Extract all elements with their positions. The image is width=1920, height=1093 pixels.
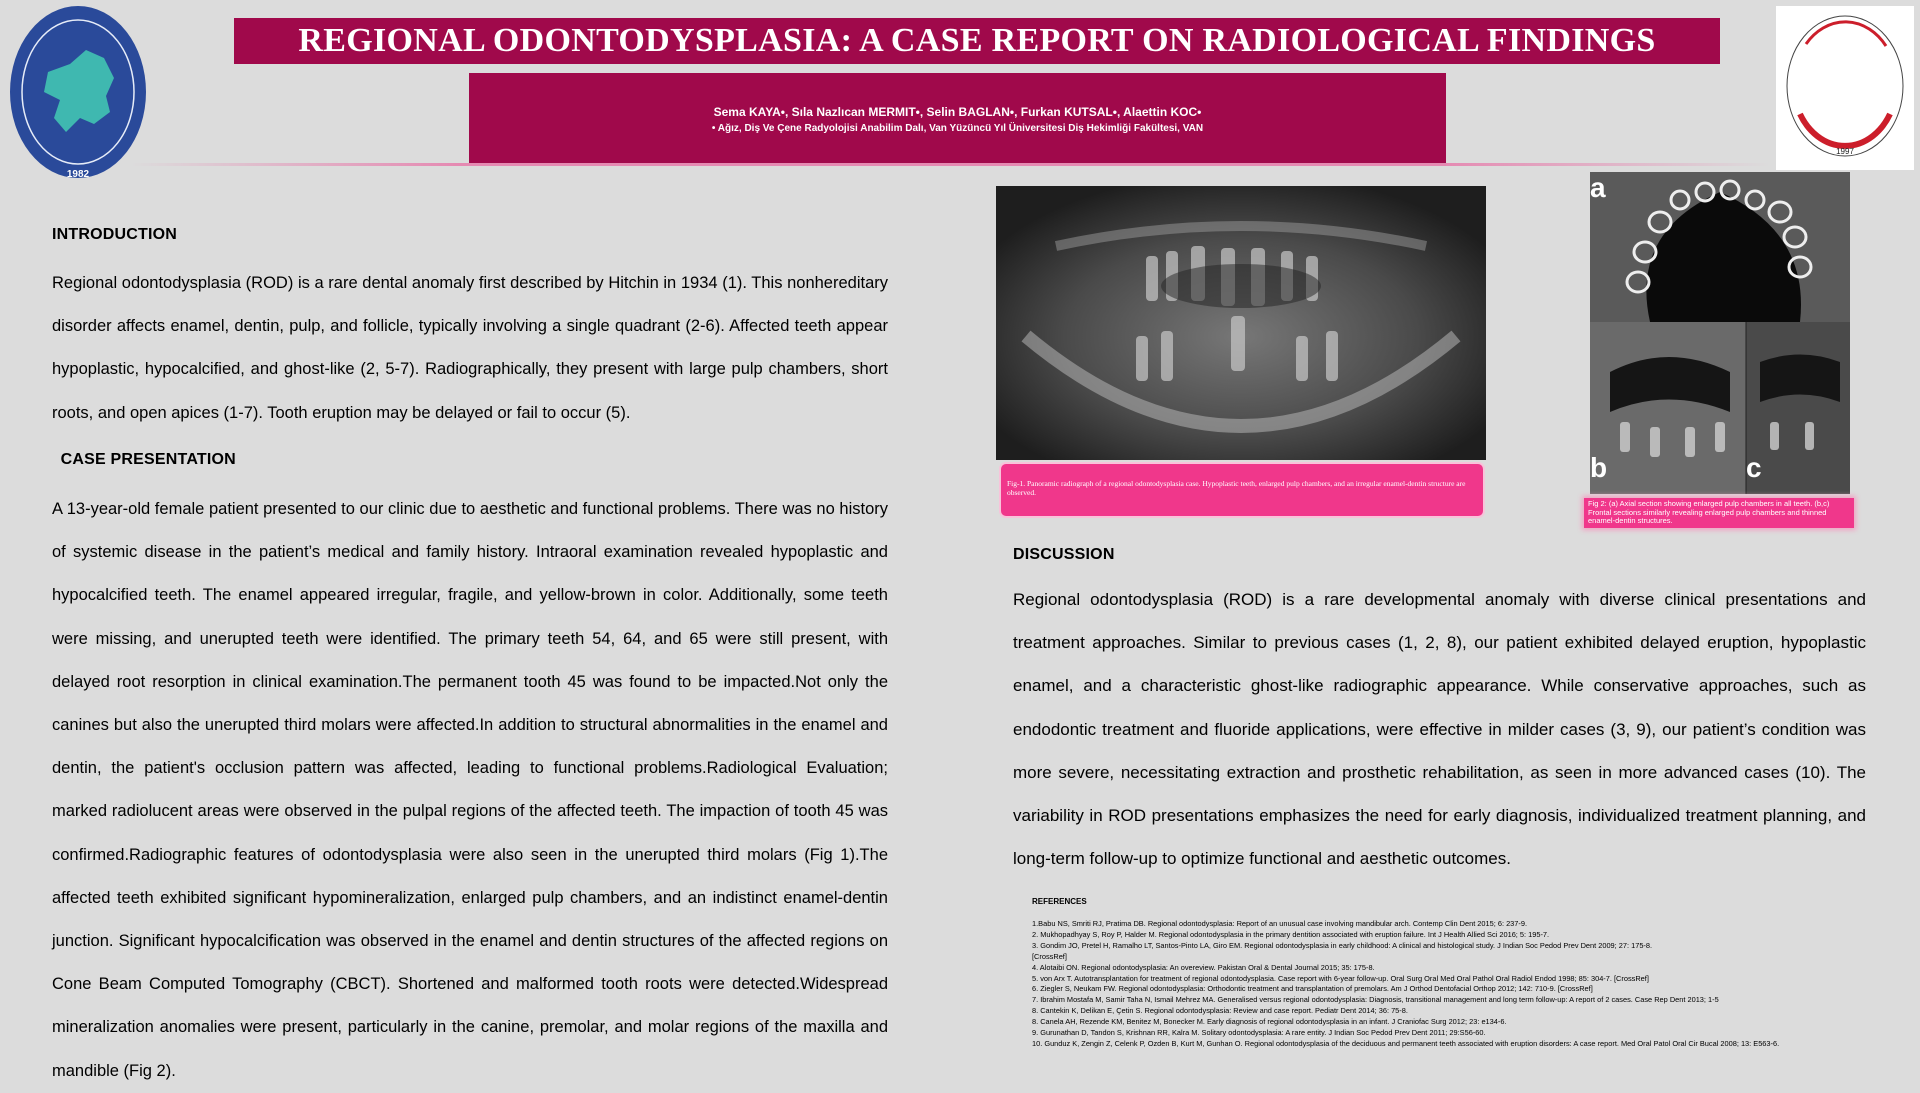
reference-item: 10. Gunduz K, Zengin Z, Celenk P, Ozden B, Kurt M, Gunhan O. Regional odontodysplasia of the deciduous and permanent teeth associated with eruption disorders: A case report. Med Oral Patol Oral Cir Bucal 2008; 13: E563-6. (1032, 1038, 1780, 1048)
author-names: Sema KAYA•, Sıla Nazlıcan MERMIT•, Selin BAGLAN•, Furkan KUTSAL•, Alaettin KOC• (713, 105, 1202, 119)
references-list (1032, 919, 1912, 1050)
society-logo (1776, 6, 1914, 170)
authors-box (469, 73, 1446, 166)
figure2-label-c: c (1746, 452, 1762, 483)
reference-item: 7. Ibrahim Mostafa M, Samir Taha N, Ismail Mehrez MA. Generalised versus regional odontodysplasia: Diagnosis, transitional management and long term follow-up: A report of 2 cases. Case Rep Dent 2013; 1-5 (1032, 995, 1719, 1005)
figure1-caption: Fig-1. Panoramic radiograph of a regional odontodysplasia case. Hypoplastic teeth, enlarged pulp chambers, and an irregular enamel-dentin structure are observed. (999, 462, 1485, 518)
discussion-text: Regional odontodysplasia (ROD) is a rare developmental anomaly with diverse clinical presentations and treatment approaches. Similar to previous cases (1, 2, 8), our patient exhibited delayed eruption, hypoplastic enamel, and a characteristic ghost-like radiographic appearance. While conservative approaches, such as endodontic treatment and fluoride applications, were effective in milder cases (3, 9), our patient’s condition was more severe, necessitating extraction and prosthetic rehabilitation, as seen in more advanced cases (10). The variability in ROD presentations emphasizes the need for early diagnosis, individualized treatment planning, and long-term follow-up to optimize functional and aesthetic outcomes. (1013, 590, 1866, 869)
author-affiliation: • Ağız, Diş Ve Çene Radyolojisi Anabilim Dalı, Van Yüzüncü Yıl Üniversitesi Diş Hekimliği Fakültesi, VAN (711, 123, 1204, 134)
reference-item: 2. Mukhopadhyay S, Roy P, Halder M. Regional odontodysplasia in the primary dentition associated with eruption failure. Int J Health Allied Sci 2016; 5: 195-7. (1032, 929, 1550, 939)
cbct-sections (1590, 172, 1850, 494)
introduction-heading: INTRODUCTION (52, 226, 178, 243)
reference-item: [CrossRef] (1032, 951, 1067, 961)
figure2-label-b: b (1590, 452, 1608, 483)
figure2-label-a: a (1590, 172, 1606, 203)
svg-text:1997: 1997 (1836, 147, 1854, 156)
reference-item: 4. Alotaibi ON. Regional odontodysplasia: An overeview. Pakistan Oral & Dental Journal 2015; 35: 175-8. (1032, 962, 1375, 972)
reference-item: 5. von Arx T. Autotransplantation for treatment of regional odontodysplasia. Case report with 6-year follow-up. Oral Surg Oral Med Oral Pathol Oral Radiol Endod 1998; 85: 304-7. [CrossRef] (1032, 973, 1649, 983)
references-heading: REFERENCES (1032, 897, 1087, 906)
svg-text:1982: 1982 (66, 169, 90, 180)
panoramic-radiograph (996, 186, 1486, 460)
case-presentation-heading: CASE PRESENTATION (56, 451, 236, 468)
introduction-text: Regional odontodysplasia (ROD) is a rare dental anomaly first described by Hitchin in 1934 (1). This nonhereditary disorder affects enamel, dentin, pulp, and follicle, typically involving a single quadrant (2-6). Affected teeth appear hypoplastic, hypocalcified, and ghost-like (2, 5-7). Radiographically, they present with large pulp chambers, short roots, and open apices (1-7). Tooth eruption may be delayed or fail to occur (5). (52, 274, 888, 422)
reference-item: 9. Gurunathan D, Tandon S, Krishnan RR, Kalra M. Solitary odontodysplasia: A rare entity. J Indian Soc Pedod Prev Dent 2011; 29:S56-60. (1032, 1028, 1486, 1038)
reference-item: 1.Babu NS, Smriti RJ, Pratima DB. Regional odontodysplasia: Report of an unusual case involving mandibular arch. Contemp Clin Dent 2015; 6: 237-9. (1032, 919, 1528, 928)
header-divider (130, 163, 1770, 166)
reference-item: 8. Canela AH, Rezende KM, Benitez M, Bonecker M. Early diagnosis of regional odontodysplasia in an infant. J Craniofac Surg 2012; 23: e134-6. (1032, 1017, 1507, 1027)
figure2-caption: Fig 2: (a) Axial section showing enlarged pulp chambers in all teeth. (b,c) Frontal sections similarly revealing enlarged pulp chambers and thinned enamel-dentin structures. (1584, 498, 1854, 528)
case-presentation-text: A 13-year-old female patient presented to our clinic due to aesthetic and functional problems. There was no history of systemic disease in the patient’s medical and family history. Intraoral examination revealed hypoplastic and hypocalcified teeth. The enamel appeared irregular, fragile, and yellow-brown in color. Additionally, some teeth were missing, and unerupted teeth were identified. The primary teeth 54, 64, and 65 were still present, with delayed root resorption in clinical examination.The permanent tooth 45 was found to be impacted.Not only the canines but also the unerupted third molars were affected.In addition to structural abnormalities in the enamel and dentin, the patient's occlusion pattern was affected, leading to functional problems.Radiological Evaluation; marked radiolucent areas were observed in the pulpal regions of the affected teeth. The impaction of tooth 45 was confirmed.Radiographic features of odontodysplasia were also seen in the unerupted third molars (Fig 1).The affected teeth exhibited significant hypomineralization, enlarged pulp chambers, and an indistinct enamel-dentin junction. Significant hypocalcification was observed in the enamel and dentin structures of the affected regions on Cone Beam Computed Tomography (CBCT). Shortened and malformed tooth roots were detected.Widespread mineralization anomalies were present, particularly in the canine, premolar, and molar regions of the maxilla and mandible (Fig 2). (52, 500, 888, 1080)
reference-item: 3. Gondim JO, Pretel H, Ramalho LT, Santos-Pinto LA, Giro EM. Regional odontodysplasia in early childhood: A clinical and histological study. J Indian Soc Pedod Prev Dent 2009; 27: 175-8. (1032, 940, 1653, 950)
university-logo (8, 0, 148, 180)
reference-item: 6. Ziegler S, Neukam FW. Regional odontodysplasia: Orthodontic treatment and transplantation of premolars. Am J Orthod Dentofacial Orthop 2012; 142: 710-9. [CrossRef] (1032, 984, 1593, 994)
reference-item: 8. Cantekin K, Delikan E, Çetin S. Regional odontodysplasia: Review and case report. Pediatr Dent 2014; 36: 75-8. (1032, 1006, 1408, 1016)
discussion-heading: DISCUSSION (1013, 546, 1115, 563)
poster-title: REGIONAL ODONTODYSPLASIA: A CASE REPORT ON RADIOLOGICAL FINDINGS (234, 18, 1720, 64)
